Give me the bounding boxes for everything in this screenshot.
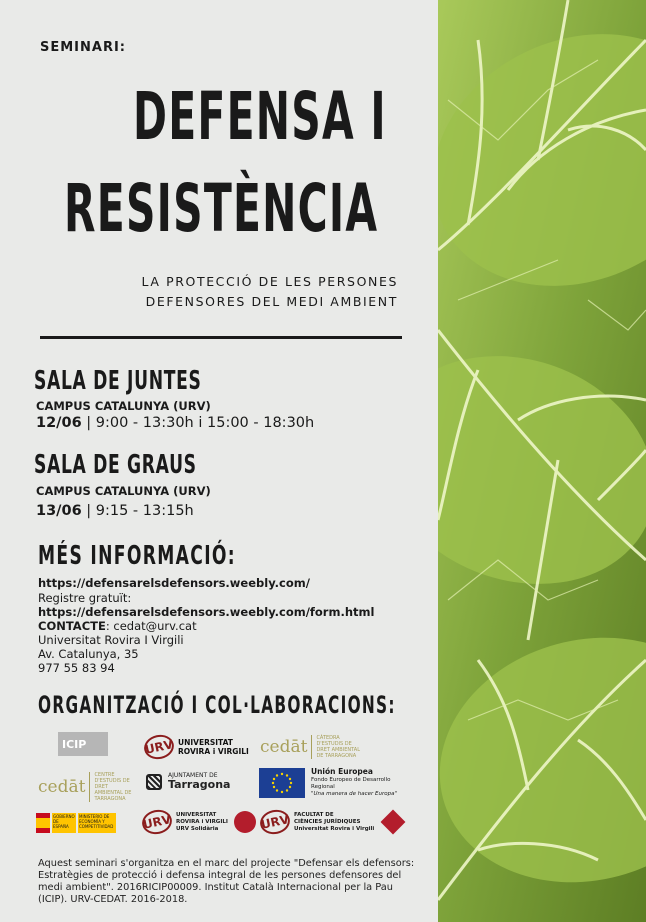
campus-2: CAMPUS CATALUNYA (URV) — [36, 484, 211, 498]
kicker: SEMINARI: — [40, 40, 127, 55]
organizers-heading: ORGANITZACIÓ I COL·LABORACIONS: — [38, 691, 396, 719]
cedat-centre-sub: CENTRE D'ESTUDIS DE DRET AMBIENTAL DE TARRAGONA — [89, 772, 136, 802]
tarragona-line2: Tarragona — [168, 778, 231, 791]
urv-solidaria-logo — [142, 810, 256, 834]
spain-flag-icon — [36, 813, 50, 833]
title-line-2: RESISTÈNCIA — [64, 170, 379, 247]
leaf-photo — [438, 0, 646, 922]
gobierno-line2: MINISTERIO DE ECONOMÍA Y COMPETITIVIDAD — [78, 813, 116, 833]
tarragona-shield-icon — [146, 774, 162, 790]
eu-line1: Unión Europea — [311, 767, 373, 776]
urv-logo — [144, 735, 249, 759]
phone: 977 55 83 94 — [38, 661, 115, 675]
campus-1: CAMPUS CATALUNYA (URV) — [36, 399, 211, 413]
gobierno-line1: GOBIERNO DE ESPAÑA — [52, 813, 76, 833]
facultat-badge-icon — [381, 810, 406, 835]
register-label: Registre gratuït: — [38, 591, 132, 605]
urv-line2: ROVIRA i VIRGILI — [178, 747, 249, 756]
footer-note: Aquest seminari s'organitza en el marc del projecte "Defensar els defensors: Estratègies de protecció i defensa integral de les persones defensores del medi ambient". 2016RICIP00009. Institut Català Internacional per la Pau (ICIP). URV-CEDAT. 2016-2018. — [38, 858, 415, 905]
facultat-logo — [260, 810, 404, 834]
address: Av. Catalunya, 35 — [38, 647, 139, 661]
eu-flag-icon — [259, 768, 305, 798]
urv-solidaria-line3: URV Solidària — [176, 825, 219, 832]
cedat-catedra-logo — [260, 735, 364, 759]
tarragona-logo — [146, 772, 230, 791]
cedat-centre-text: cedāt — [38, 777, 86, 797]
contact-email[interactable]: : cedat@urv.cat — [105, 619, 197, 633]
divider — [40, 336, 402, 339]
urv-solidaria-line2: ROVIRA i VIRGILI — [176, 818, 228, 825]
leaf-image — [438, 0, 646, 922]
venue-1: SALA DE JUNTES — [34, 366, 202, 396]
urv-solidaria-mark-icon: URV — [140, 807, 174, 837]
subtitle-line-2: DEFENSORES DEL MEDI AMBIENT — [145, 294, 398, 309]
facultat-line2: CIÈNCIES JURÍDIQUES — [294, 818, 361, 825]
contact-line — [38, 619, 197, 633]
icip-logo-text: ICIP — [58, 732, 108, 756]
cedat-centre-logo — [38, 772, 136, 802]
more-info-heading: MÉS INFORMACIÓ: — [38, 541, 236, 571]
schedule-2 — [36, 503, 194, 519]
cedat-catedra-sub: CÀTEDRA D'ESTUDIS DE DRET AMBIENTAL DE TARRAGONA — [311, 735, 364, 759]
date-1: 12/06 — [36, 415, 82, 431]
eu-line2: Fondo Europeo de Desarrollo Regional — [311, 777, 391, 790]
venue-2: SALA DE GRAUS — [34, 450, 197, 480]
urv-solidaria-circle-icon — [234, 811, 256, 833]
facultat-mark-icon: URV — [258, 807, 292, 837]
date-2: 13/06 — [36, 503, 82, 519]
gobierno-logo — [36, 813, 116, 833]
schedule-1 — [36, 415, 314, 431]
contact-label: CONTACTE — [38, 619, 106, 633]
register-link[interactable]: https://defensarelsdefensors.weebly.com/form.html — [38, 605, 375, 619]
urv-line1: UNIVERSITAT — [178, 738, 233, 747]
facultat-line3: Universitat Rovira i Virgili — [294, 825, 375, 832]
urv-mark-icon: URV — [142, 732, 176, 762]
hours-2: | 9:15 - 13:15h — [81, 503, 194, 519]
title-line-1: DEFENSA I — [133, 78, 387, 155]
eu-line3: "Una manera de hacer Europa" — [311, 791, 398, 797]
facultat-line1: FACULTAT DE — [294, 811, 334, 818]
website-link[interactable]: https://defensarelsdefensors.weebly.com/ — [38, 576, 310, 590]
eu-logo — [259, 767, 397, 798]
org-name: Universitat Rovira I Virgili — [38, 633, 184, 647]
tarragona-line1: AJUNTAMENT DE — [168, 772, 218, 779]
cedat-catedra-text: cedāt — [260, 737, 308, 757]
hours-1: | 9:00 - 13:30h i 15:00 - 18:30h — [81, 415, 315, 431]
icip-logo — [58, 732, 108, 756]
subtitle-line-1: LA PROTECCIÓ DE LES PERSONES — [141, 274, 398, 289]
urv-solidaria-line1: UNIVERSITAT — [176, 811, 217, 818]
